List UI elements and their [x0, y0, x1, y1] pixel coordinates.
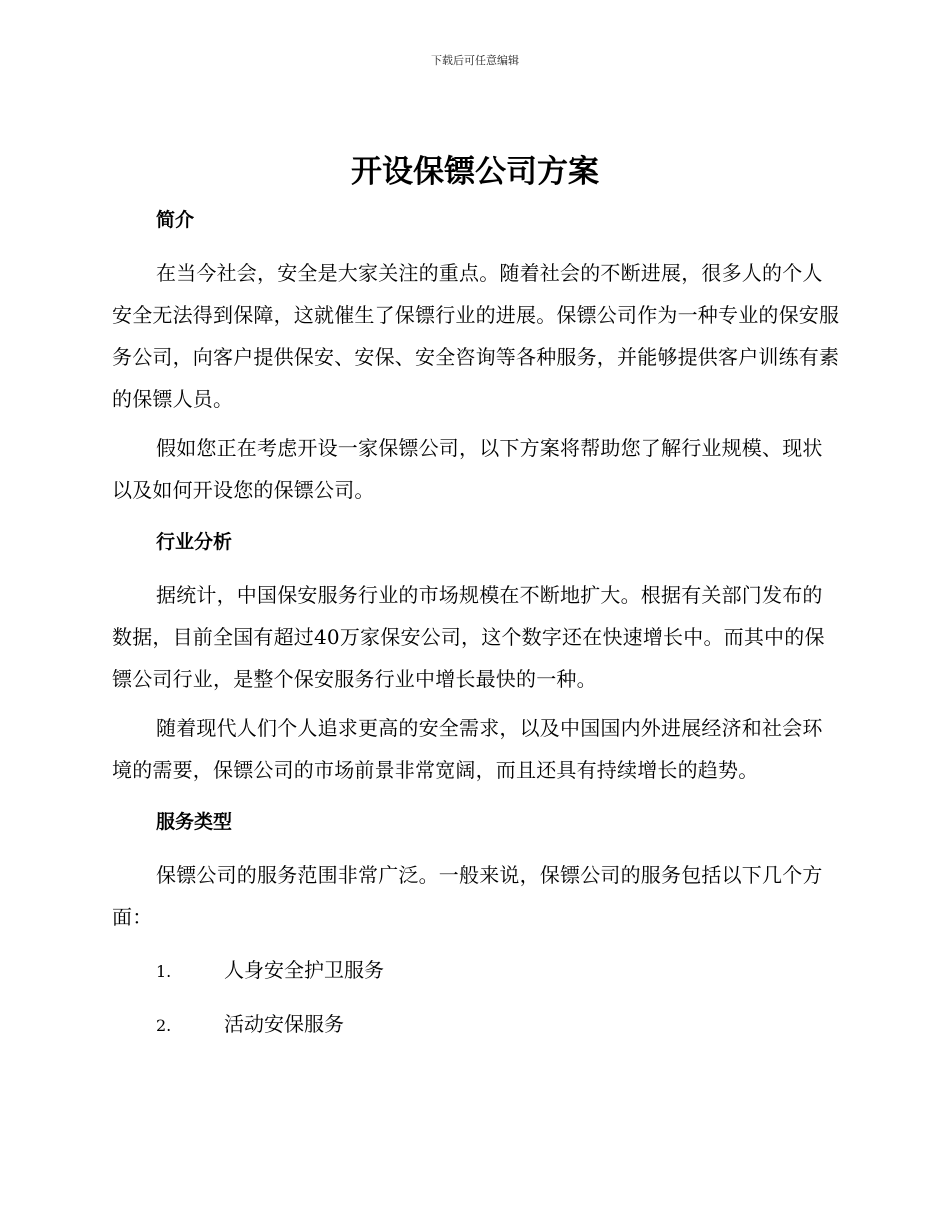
list-item [112, 997, 840, 1051]
industry-paragraph: 随着现代人们个人追求更高的安全需求，以及中国国内外进展经济和社会环境的需要，保镖公司的市场前景非常宽阔，而且还具有持续增长的趋势。 [112, 716, 823, 782]
section-heading-industry: 行业分析 [156, 531, 233, 553]
list-item-number: 1. [156, 962, 172, 981]
list-item-number: 2. [156, 1016, 172, 1035]
services-paragraph: 保镖公司的服务范围非常广泛。一般来说，保镖公司的服务包括以下几个方面： [112, 863, 823, 929]
document-title: 开设保镖公司方案 [351, 154, 599, 190]
section-heading-intro: 简介 [156, 209, 195, 231]
intro-paragraph: 在当今社会，安全是大家关注的重点。随着社会的不断进展，很多人的个人安全无法得到保障，这就催生了保镖行业的进展。保镖公司作为一种专业的保安服务公司，向客户提供保安、安保、安全咨询等各种服务，并能够提供客户训练有素的保镖人员。 [112, 261, 840, 411]
industry-paragraph: 据统计，中国保安服务行业的市场规模在不断地扩大。根据有关部门发布的数据，目前全国有超过40万家保安公司，这个数字还在快速增长中。而其中的保镖公司行业，是整个保安服务行业中增长最快的一种。 [112, 583, 825, 691]
list-item [112, 943, 840, 997]
document-body [112, 199, 840, 1051]
page-header-note: 下载后可任意编辑 [431, 54, 519, 67]
section-heading-services: 服务类型 [156, 811, 233, 833]
list-item-label: 人身安全护卫服务 [224, 958, 384, 982]
intro-paragraph: 假如您正在考虑开设一家保镖公司，以下方案将帮助您了解行业规模、现状以及如何开设您的保镖公司。 [112, 436, 823, 502]
services-list [112, 943, 840, 1051]
list-item-label: 活动安保服务 [224, 1012, 344, 1036]
